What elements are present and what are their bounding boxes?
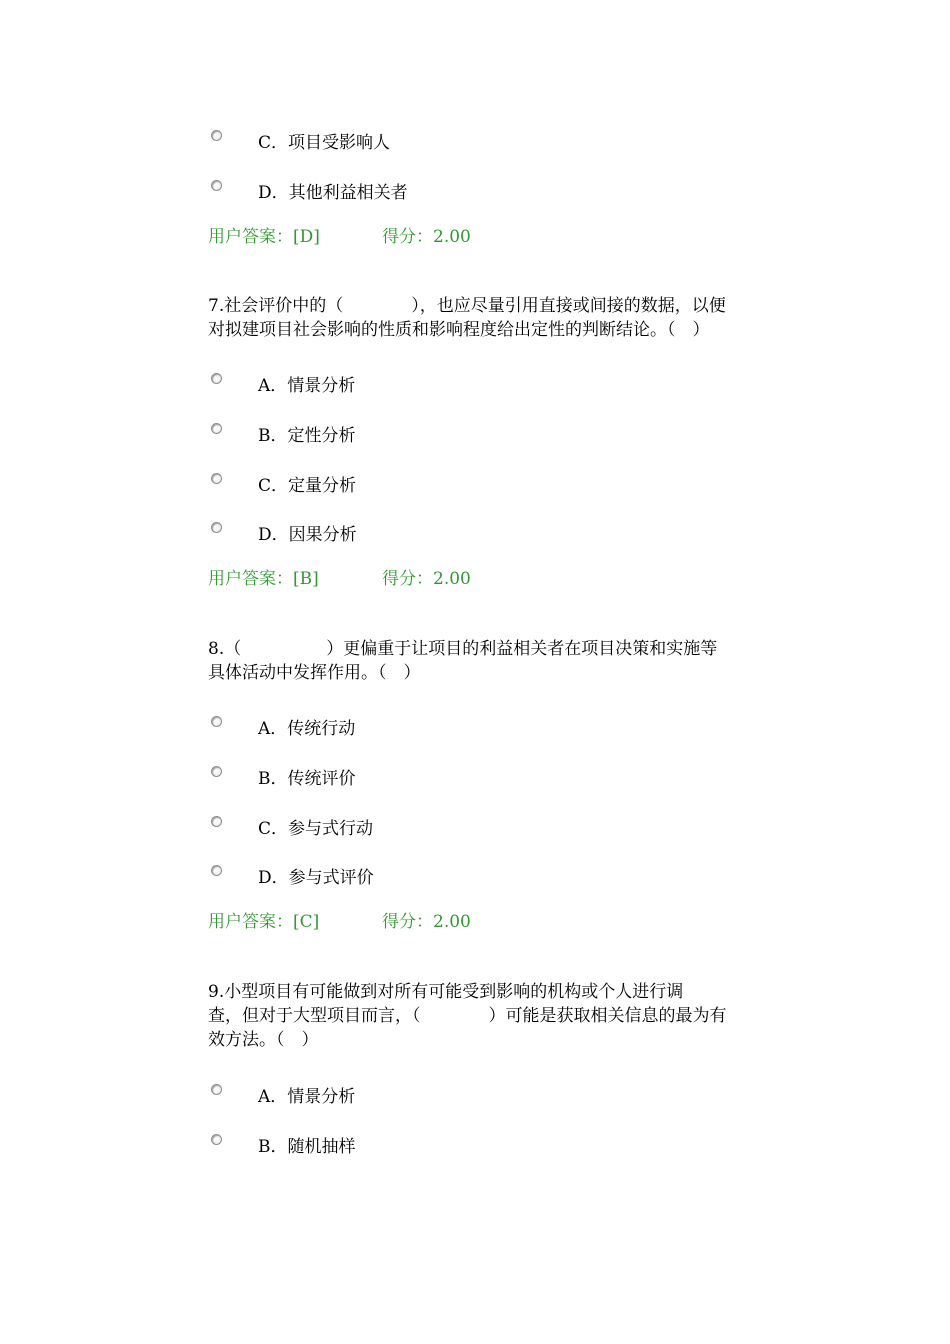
radio-q8-c[interactable] bbox=[211, 816, 222, 827]
question-9 bbox=[208, 980, 778, 1052]
answer-q7 bbox=[208, 568, 471, 590]
option-letter: D． bbox=[258, 525, 289, 545]
option-q7-d[interactable] bbox=[258, 524, 357, 546]
option-label: 随机抽样 bbox=[287, 1137, 356, 1157]
question-line: 9.小型项目有可能做到对所有可能受到影响的机构或个人进行调 bbox=[208, 982, 684, 1002]
option-label: 项目受影响人 bbox=[288, 133, 391, 153]
question-line: 具体活动中发挥作用。（ ） bbox=[208, 663, 421, 683]
option-label: 传统行动 bbox=[287, 719, 356, 739]
question-line: 8.（ ）更偏重于让项目的利益相关者在项目决策和实施等 bbox=[208, 639, 718, 659]
option-label: 情景分析 bbox=[287, 1087, 356, 1107]
radio-q6-c[interactable] bbox=[211, 130, 222, 141]
answer-q6 bbox=[208, 226, 471, 248]
radio-q9-b[interactable] bbox=[211, 1134, 222, 1145]
option-letter: A． bbox=[258, 719, 288, 739]
option-q7-a[interactable] bbox=[258, 375, 355, 397]
score: 得分：2.00 bbox=[382, 227, 471, 247]
radio-q8-d[interactable] bbox=[211, 865, 222, 876]
user-answer: 用户答案：[D] bbox=[208, 227, 320, 247]
option-q9-a[interactable] bbox=[258, 1086, 355, 1108]
option-q8-b[interactable] bbox=[258, 768, 356, 790]
option-letter: B． bbox=[258, 1137, 288, 1157]
option-label: 参与式评价 bbox=[288, 868, 374, 888]
question-line: 效方法。（ ） bbox=[208, 1030, 319, 1050]
option-letter: A． bbox=[258, 1087, 288, 1107]
option-q6-c[interactable] bbox=[258, 132, 390, 154]
answer-q8 bbox=[208, 911, 471, 933]
option-q9-b[interactable] bbox=[258, 1136, 356, 1158]
radio-q6-d[interactable] bbox=[211, 180, 222, 191]
user-answer: 用户答案：[C] bbox=[208, 912, 320, 932]
option-label: 因果分析 bbox=[288, 525, 357, 545]
option-q7-c[interactable] bbox=[258, 475, 356, 497]
score: 得分：2.00 bbox=[382, 912, 471, 932]
option-letter: D． bbox=[258, 183, 289, 203]
option-label: 其他利益相关者 bbox=[288, 183, 408, 203]
option-letter: C． bbox=[258, 819, 289, 839]
score: 得分：2.00 bbox=[382, 569, 471, 589]
radio-q8-a[interactable] bbox=[211, 716, 222, 727]
option-q8-c[interactable] bbox=[258, 818, 373, 840]
option-label: 定量分析 bbox=[288, 476, 357, 496]
radio-q7-d[interactable] bbox=[211, 522, 222, 533]
option-letter: A． bbox=[258, 376, 288, 396]
option-letter: B． bbox=[258, 426, 288, 446]
option-label: 参与式行动 bbox=[288, 819, 374, 839]
option-q8-d[interactable] bbox=[258, 867, 374, 889]
radio-q7-a[interactable] bbox=[211, 373, 222, 384]
option-letter: C． bbox=[258, 476, 289, 496]
option-q7-b[interactable] bbox=[258, 425, 356, 447]
option-letter: C． bbox=[258, 133, 289, 153]
radio-q8-b[interactable] bbox=[211, 766, 222, 777]
question-line: 对拟建项目社会影响的性质和影响程度给出定性的判断结论。（ ） bbox=[208, 320, 710, 340]
option-label: 情景分析 bbox=[287, 376, 356, 396]
question-line: 查，但对于大型项目而言，（ ）可能是获取相关信息的最为有 bbox=[208, 1006, 727, 1026]
radio-q7-c[interactable] bbox=[211, 473, 222, 484]
option-label: 定性分析 bbox=[287, 426, 356, 446]
user-answer: 用户答案：[B] bbox=[208, 569, 319, 589]
option-letter: D． bbox=[258, 868, 289, 888]
option-q8-a[interactable] bbox=[258, 718, 355, 740]
radio-q7-b[interactable] bbox=[211, 423, 222, 434]
question-line: 7.社会评价中的（ ），也应尽量引用直接或间接的数据，以便 bbox=[208, 296, 726, 316]
option-label: 传统评价 bbox=[287, 769, 356, 789]
question-8 bbox=[208, 637, 778, 685]
option-q6-d[interactable] bbox=[258, 182, 408, 204]
question-7 bbox=[208, 294, 778, 342]
radio-q9-a[interactable] bbox=[211, 1084, 222, 1095]
option-letter: B． bbox=[258, 769, 288, 789]
